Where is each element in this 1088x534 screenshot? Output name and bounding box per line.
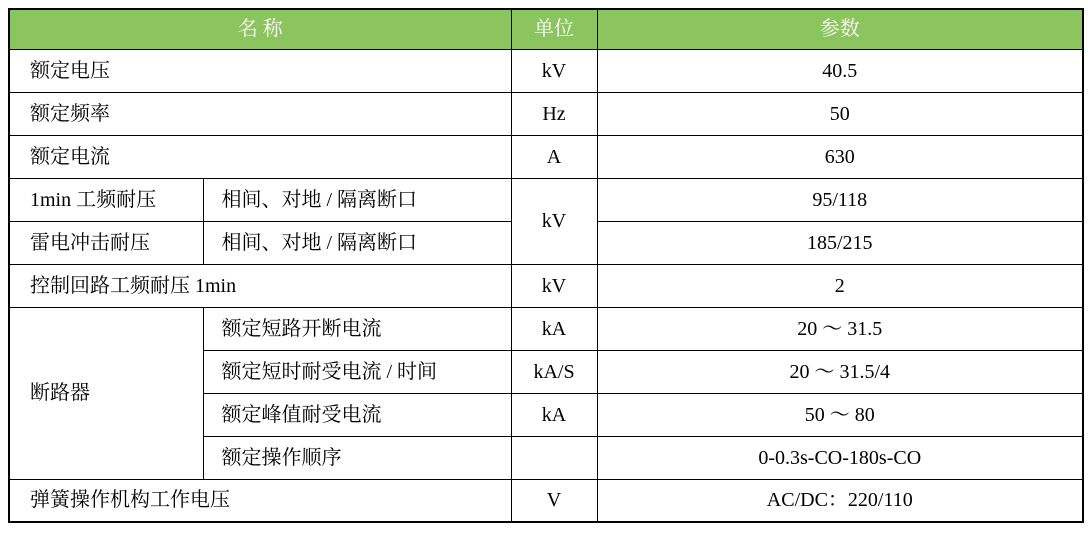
spec-table-body — [9, 49, 1083, 522]
rated-frequency-param: 50 — [597, 92, 1083, 135]
control-circuit-param: 2 — [597, 264, 1083, 307]
rated-current-name: 额定电流 — [9, 135, 511, 178]
row-breaking-current — [9, 307, 1083, 350]
short-time-current-name: 额定短时耐受电流 / 时间 — [203, 350, 511, 393]
row-power-freq-withstand — [9, 178, 1083, 221]
peak-current-name: 额定峰值耐受电流 — [203, 393, 511, 436]
header-row — [9, 9, 1083, 49]
lightning-impulse-name: 雷电冲击耐压 — [9, 221, 203, 264]
breaking-current-param: 20 ～ 31.5 — [597, 307, 1083, 350]
spec-table — [8, 8, 1084, 523]
rated-current-param: 630 — [597, 135, 1083, 178]
control-circuit-name: 控制回路工频耐压 1min — [9, 264, 511, 307]
power-freq-withstand-param: 95/118 — [597, 178, 1083, 221]
rated-voltage-param: 40.5 — [597, 49, 1083, 92]
operation-sequence-param: 0-0.3s-CO-180s-CO — [597, 436, 1083, 479]
power-freq-withstand-name: 1min 工频耐压 — [9, 178, 203, 221]
spring-mechanism-name: 弹簧操作机构工作电压 — [9, 479, 511, 522]
rated-frequency-name: 额定频率 — [9, 92, 511, 135]
operation-sequence-name: 额定操作顺序 — [203, 436, 511, 479]
rated-voltage-unit: kV — [511, 49, 597, 92]
power-freq-withstand-scope: 相间、对地 / 隔离断口 — [203, 178, 511, 221]
row-rated-voltage — [9, 49, 1083, 92]
peak-current-param: 50 ～ 80 — [597, 393, 1083, 436]
rated-frequency-unit: Hz — [511, 92, 597, 135]
spec-table-header — [9, 9, 1083, 49]
short-time-current-unit: kA/S — [511, 350, 597, 393]
row-rated-current — [9, 135, 1083, 178]
breaking-current-name: 额定短路开断电流 — [203, 307, 511, 350]
rated-current-unit: A — [511, 135, 597, 178]
header-cell-name: 名 称 — [9, 9, 511, 49]
row-spring-mechanism — [9, 479, 1083, 522]
lightning-impulse-scope: 相间、对地 / 隔离断口 — [203, 221, 511, 264]
lightning-impulse-param: 185/215 — [597, 221, 1083, 264]
breaking-current-unit: kA — [511, 307, 597, 350]
header-cell-param: 参数 — [597, 9, 1083, 49]
short-time-current-param: 20 ～ 31.5/4 — [597, 350, 1083, 393]
operation-sequence-unit — [511, 436, 597, 479]
rated-voltage-name: 额定电压 — [9, 49, 511, 92]
spring-mechanism-param: AC/DC：220/110 — [597, 479, 1083, 522]
control-circuit-unit: kV — [511, 264, 597, 307]
row-control-circuit — [9, 264, 1083, 307]
header-cell-unit: 单位 — [511, 9, 597, 49]
spring-mechanism-unit: V — [511, 479, 597, 522]
row-rated-frequency — [9, 92, 1083, 135]
breaker-group-label: 断路器 — [9, 307, 203, 479]
peak-current-unit: kA — [511, 393, 597, 436]
withstand-shared-unit: kV — [511, 178, 597, 264]
